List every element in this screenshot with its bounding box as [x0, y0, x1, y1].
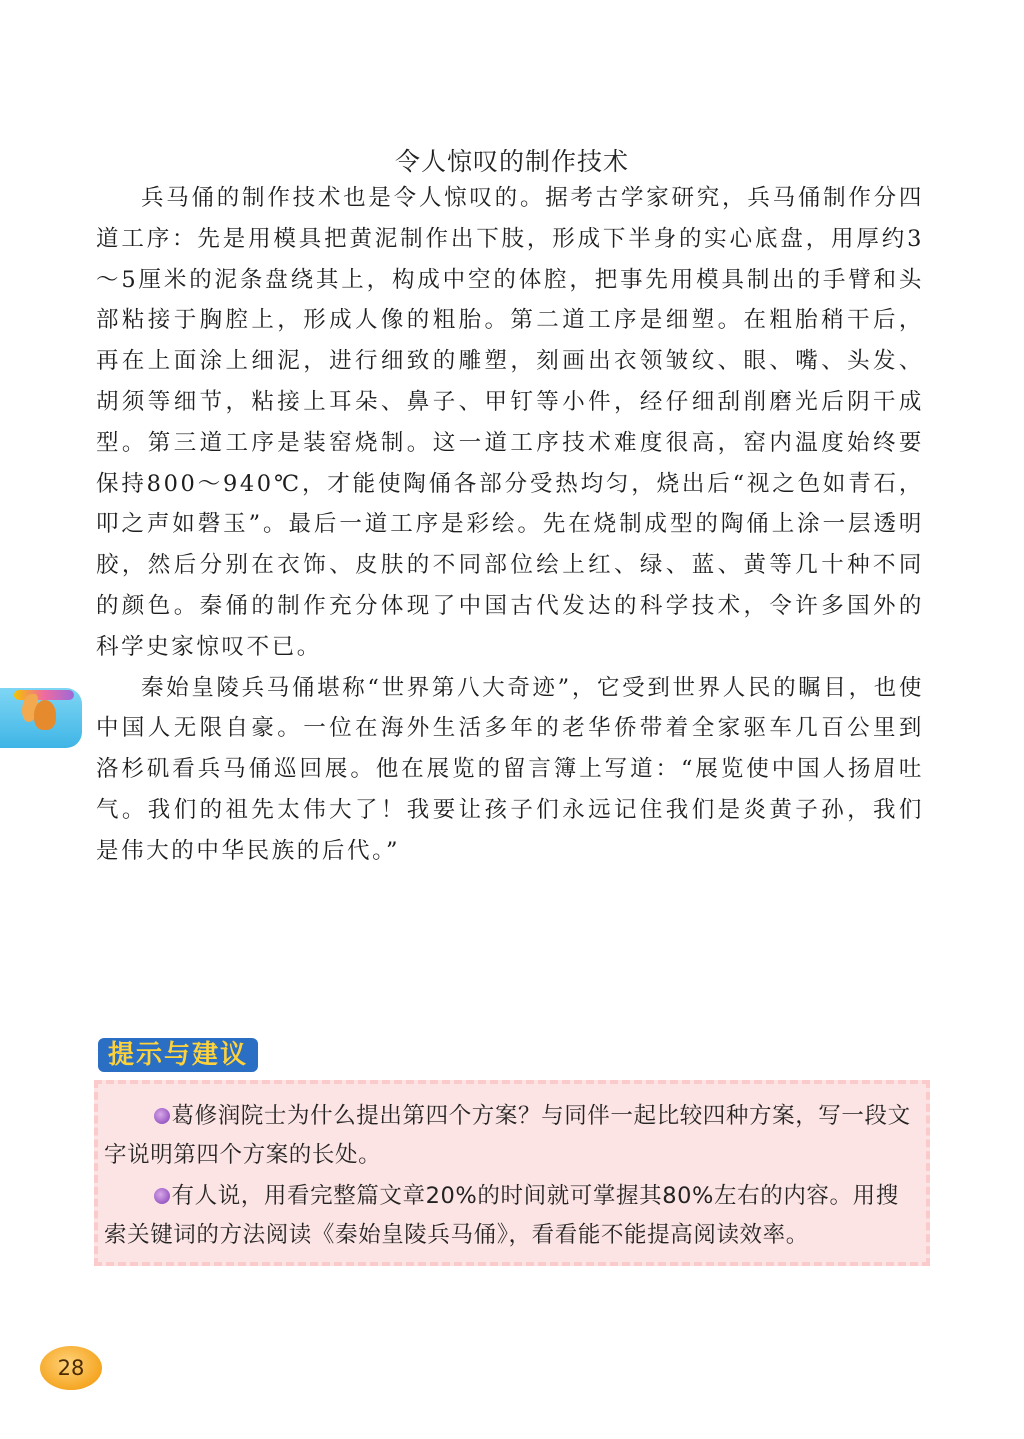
tips-heading: 提示与建议: [98, 1038, 258, 1072]
tip-text-2: 有人说，用看完整篇文章20%的时间就可掌握其80%左右的内容。用搜索关键词的方法阅读《秦始皇陵兵马俑》，看看能不能提高阅读效率。: [104, 1183, 899, 1248]
paragraph-1: 兵马俑的制作技术也是令人惊叹的。据考古学家研究，兵马俑制作分四道工序：先是用模具把黄泥制作出下肢，形成下半身的实心底盘，用厚约3～5厘米的泥条盘绕其上，构成中空的体腔，把事先用模具制出的手臂和头部粘接于胸腔上，形成人像的粗胎。第二道工序是细塑。在粗胎稍干后，再在上面涂上细泥，进行细致的雕塑，刻画出衣领皱纹、眼、嘴、头发、胡须等细节，粘接上耳朵、鼻子、甲钉等小件，经仔细刮削磨光后阴干成型。第三道工序是装窑烧制。这一道工序技术难度很高，窑内温度始终要保持800～940℃，才能使陶俑各部分受热均匀，烧出后“视之色如青石，叩之声如磬玉”。最后一道工序是彩绘。先在烧制成型的陶俑上涂一层透明胶，然后分别在衣饰、皮肤的不同部位绘上红、绿、蓝、黄等几十种不同的颜色。秦俑的制作充分体现了中国古代发达的科学技术，令许多国外的科学史家惊叹不已。: [96, 185, 924, 660]
flower-bullet-icon: [154, 1188, 170, 1204]
page-number: 28: [40, 1346, 102, 1390]
tip-text-1: 葛修润院士为什么提出第四个方案？与同伴一起比较四种方案，写一段文字说明第四个方案的长处。: [104, 1103, 911, 1168]
body-text: [96, 178, 924, 872]
tips-list: [104, 1097, 918, 1257]
flower-bullet-icon: [154, 1108, 170, 1124]
squirrel-mascot-icon: [34, 700, 56, 730]
paragraph-2: 秦始皇陵兵马俑堪称“世界第八大奇迹”，它受到世界人民的瞩目，也使中国人无限自豪。一位在海外生活多年的老华侨带着全家驱车几百公里到洛杉矶看兵马俑巡回展。他在展览的留言簿上写道：“展览使中国人扬眉吐气。我们的祖先太伟大了！我要让孩子们永远记住我们是炎黄子孙，我们是伟大的中华民族的后代。”: [96, 674, 924, 864]
tip-item: [104, 1177, 918, 1255]
tip-item: [104, 1097, 918, 1175]
side-tab-band: [14, 690, 74, 700]
section-title: 令人惊叹的制作技术: [394, 147, 629, 176]
side-tab: [0, 688, 82, 748]
